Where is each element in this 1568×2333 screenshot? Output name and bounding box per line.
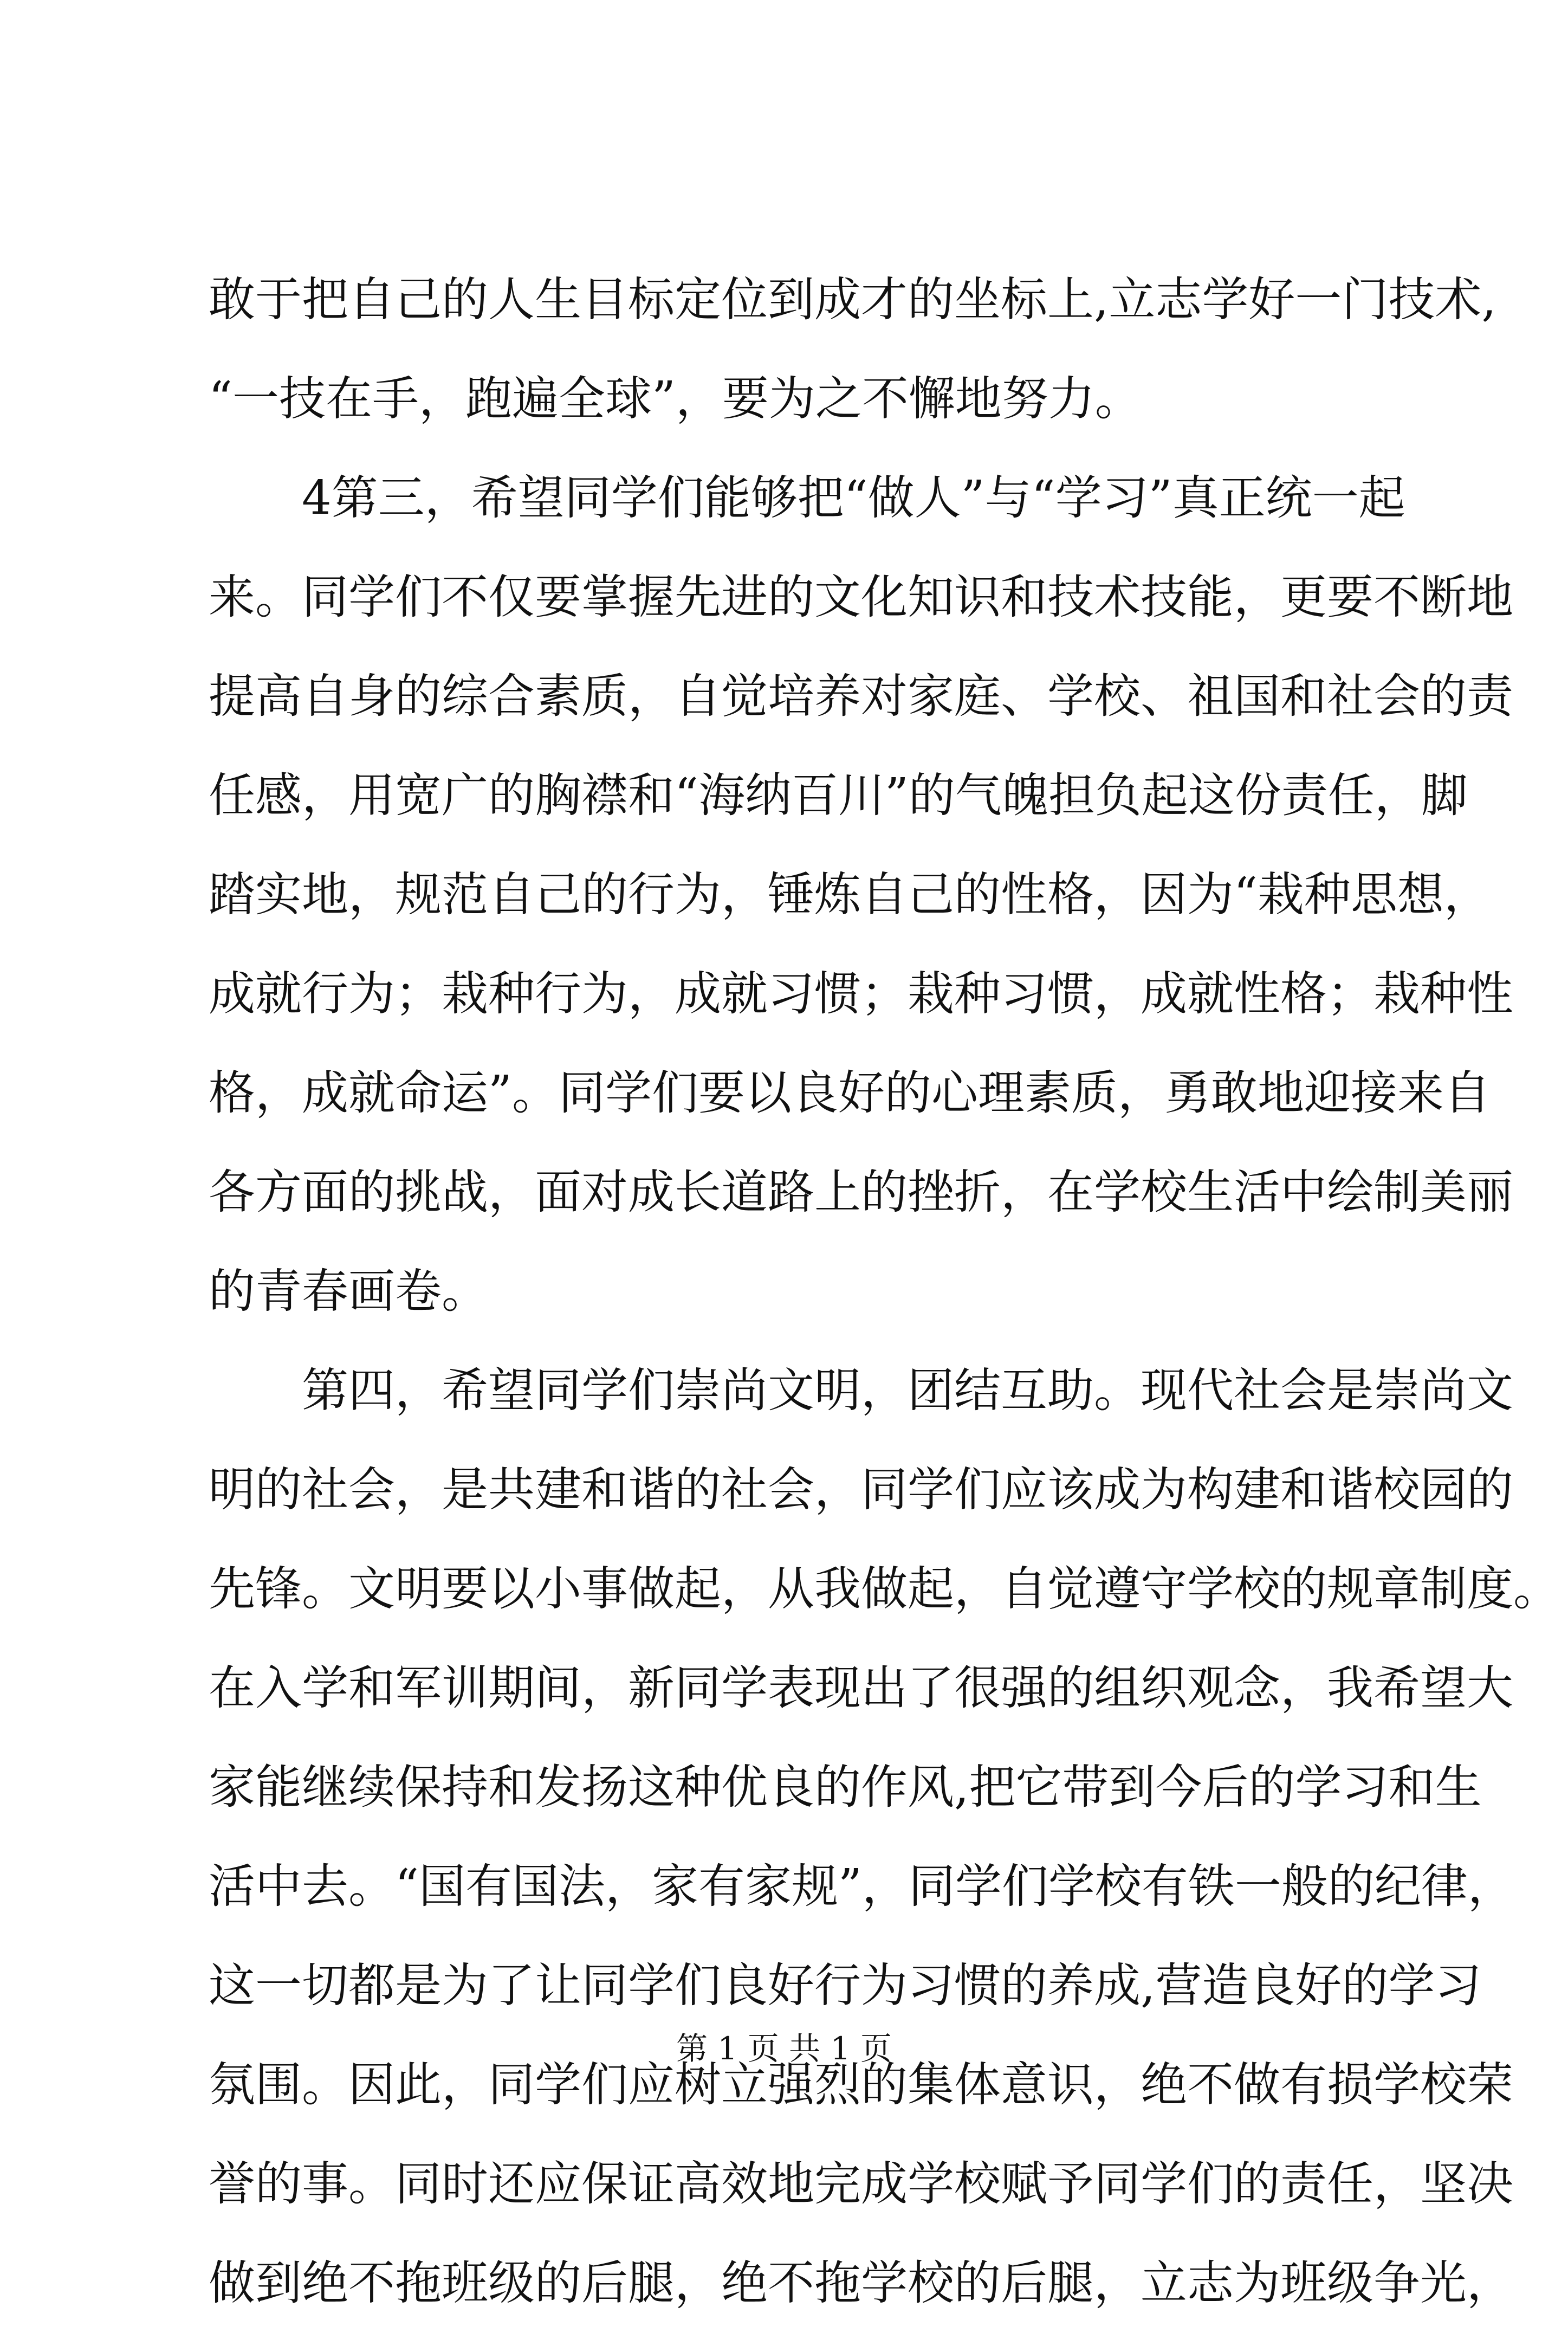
text-line: 来。同学们不仅要掌握先进的文化知识和技术技能，更要不断地: [209, 570, 1513, 624]
text-line: 格，成就命运”。同学们要以良好的心理素质，勇敢地迎接来自: [209, 1066, 1491, 1120]
text-line: 做到绝不拖班级的后腿，绝不拖学校的后腿，立志为班级争光，: [209, 2256, 1513, 2310]
text-line: “一技在手，跑遍全球”，要为之不懈地努力。: [209, 372, 1142, 426]
text-line: 任感，用宽广的胸襟和“海纳百川”的气魄担负起这份责任，脚: [209, 768, 1468, 823]
body-text: [209, 250, 1560, 2333]
text-line: 明的社会，是共建和谐的社会，同学们应该成为构建和谐校园的: [209, 1463, 1513, 1517]
text-line: 第四，希望同学们崇尚文明，团结互助。现代社会是崇尚文: [302, 1363, 1513, 1418]
text-line: 家能继续保持和发扬这种优良的作风,把它带到今后的学习和生: [209, 1760, 1482, 1814]
text-line: 在入学和军训期间，新同学表现出了很强的组织观念，我希望大: [209, 1661, 1513, 1715]
text-line: 4第三，希望同学们能够把“做人”与“学习”真正统一起: [302, 471, 1405, 525]
text-line: 先锋。文明要以小事做起，从我做起，自觉遵守学校的规章制度。: [209, 1562, 1560, 1616]
text-line: 这一切都是为了让同学们良好行为习惯的养成,营造良好的学习: [209, 1959, 1482, 2013]
text-line: 成就行为；栽种行为，成就习惯；栽种习惯，成就性格；栽种性: [209, 967, 1513, 1021]
text-line: 活中去。“国有国法，家有家规”，同学们学校有铁一般的纪律，: [209, 1859, 1514, 1914]
page-footer: [0, 2027, 1568, 2070]
text-line: 提高自身的综合素质，自觉培养对家庭、学校、祖国和社会的责: [209, 669, 1513, 723]
text-line: 的青春画卷。: [209, 1264, 488, 1319]
text-line: 氛围。因此，同学们应树立强烈的集体意识，绝不做有损学校荣: [209, 2058, 1513, 2112]
text-line: 各方面的挑战，面对成长道路上的挫折，在学校生活中绘制美丽: [209, 1165, 1513, 1219]
text-line: 誉的事。同时还应保证高效地完成学校赋予同学们的责任，坚决: [209, 2157, 1513, 2211]
text-line: 敢于把自己的人生目标定位到成才的坐标上,立志学好一门技术,: [209, 273, 1496, 327]
text-line: 踏实地，规范自己的行为，锤炼自己的性格，因为“栽种思想，: [209, 868, 1491, 922]
page-number-label: 第 1 页 共 1 页: [676, 2030, 892, 2067]
